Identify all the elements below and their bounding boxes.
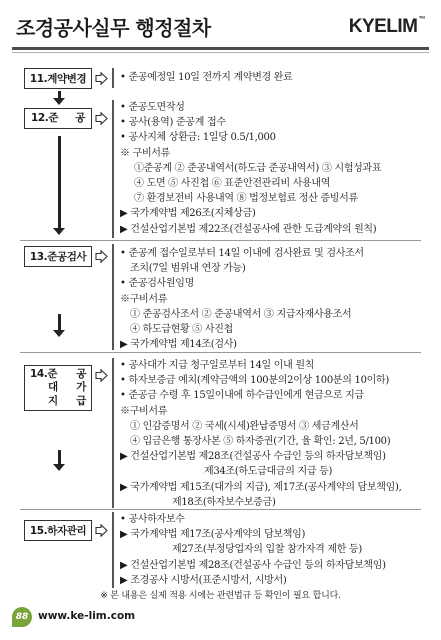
step-12-line: • 준공도면작성 — [120, 102, 185, 113]
step-12-line: • 공사(용역) 준공계 접수 — [120, 117, 226, 129]
disclaimer-note: ※ 본 내용은 실제 적용 시에는 관련법규 등 확인이 필요 합니다. — [100, 591, 341, 601]
step-11-label: 11.계약변경 — [24, 68, 92, 89]
brand-logo-text: KYELIM — [348, 16, 418, 37]
step-14-line: ※구비서류 — [120, 405, 168, 417]
step-14-line: • 하자보증금 예치(계약금액의 100분의2이상 100분의 10이하) — [120, 375, 389, 387]
step-15-line: • 공사하자보수 — [120, 514, 185, 525]
step-13-line: ▶ 국가계약법 제14조(검사) — [120, 339, 237, 351]
arrow-down-icon — [53, 136, 65, 235]
step-14-line: ▶ 건설산업기본법 제28조(건설공사 수급인 등의 하자담보책임) — [120, 451, 386, 463]
step-12-line: ▶ 건설산업기본법 제22조(건설공사에 관한 도급계약의 원칙) — [120, 223, 377, 235]
step-15-line: ▶ 국가계약법 제17조(공사계약의 담보책임) — [120, 529, 306, 541]
title-underline-thin — [12, 52, 429, 53]
arrow-down-icon — [53, 91, 65, 105]
section-divider — [20, 240, 421, 241]
step-14-line: • 공사대가 지급 청구일로부터 14일 이내 원칙 — [120, 360, 315, 371]
step-14-label-part: 공 — [76, 368, 86, 381]
step-14-label-part: 대 — [48, 381, 58, 394]
step-14-line: ▶ 국가계약법 제15조(대가의 지급), 제17조(공사계약의 담보책임), — [120, 481, 402, 493]
step-14-line: ① 인감증명서 ② 국세(시세)완납증명서 ③ 세금계산서 — [130, 420, 359, 432]
step-13-line: ※구비서류 — [120, 293, 168, 305]
step-14-label-part: 급 — [76, 394, 86, 407]
step-14-label-part: 가 — [76, 381, 86, 394]
arrow-down-icon — [53, 314, 65, 337]
step-11-line: • 준공예정일 10일 전까지 계약변경 완료 — [120, 72, 293, 83]
section-divider — [20, 509, 421, 510]
brand-logo — [349, 16, 425, 38]
step-14-label-part: 지 — [48, 394, 58, 407]
step-11-content — [120, 70, 426, 85]
chevron-right-icon — [95, 72, 108, 85]
step-12-label-part: 12.준 — [31, 112, 59, 124]
step-14-label — [24, 365, 92, 411]
step-12-content — [120, 100, 426, 237]
step-13-content — [120, 246, 426, 352]
chevron-right-icon — [95, 369, 108, 382]
step-15-line: 제27조(부정당업자의 입찰 참가자격 제한 등) — [172, 544, 362, 556]
step-13-line: ① 준공검사조서 ② 준공내역서 ③ 지급자재사용조서 — [130, 308, 352, 320]
step-12-line: ⑦ 환경보전비 사용내역 ⑧ 법정보험료 정산 증빙서류 — [134, 193, 358, 205]
step-13-label: 13.준공검사 — [24, 246, 92, 267]
step-separator — [112, 100, 114, 238]
step-12-line: ※ 구비서류 — [120, 147, 171, 159]
step-13-line: • 준공계 접수일로부터 14일 이내에 검사완료 및 검사조서 — [120, 248, 364, 259]
step-12-line: ①준공계 ② 준공내역서(하도급 준공내역서) ③ 시험성과표 — [134, 162, 382, 174]
arrow-down-icon — [53, 450, 65, 471]
step-14-line: ④ 입금은행 통장사본 ⑤ 하자증권(기간, 율 확인: 2년, 5/100) — [130, 436, 391, 448]
page-title: 조경공사실무 행정절차 — [16, 16, 211, 40]
page-number: 88 — [12, 607, 32, 627]
step-15-line: ▶ 조경공사 시방서(표준시방서, 시방서) — [120, 574, 287, 586]
chevron-right-icon — [95, 524, 108, 537]
step-14-line: 제34조(하도급대금의 지급 등) — [204, 466, 333, 478]
step-14-line: • 준공금 수령 후 15일이내에 하수급인에게 현금으로 지급 — [120, 390, 364, 402]
step-12-label-part: 공 — [75, 112, 85, 124]
step-14-line: 제18조(하자보수보증금) — [172, 496, 276, 508]
chevron-right-icon — [95, 112, 108, 125]
step-12-line: • 공사지체 상환금: 1일당 0.5/1,000 — [120, 132, 276, 144]
step-14-content — [120, 358, 426, 510]
step-13-line: ④ 하도급현황 ⑤ 사진첩 — [130, 324, 233, 336]
step-15-label: 15.하자관리 — [24, 520, 92, 541]
step-15-content — [120, 512, 426, 588]
chevron-right-icon — [95, 250, 108, 263]
step-separator — [112, 512, 114, 588]
step-12-line: ▶ 국가계약법 제26조(지체상금) — [120, 208, 256, 220]
step-15-line: ▶ 건설산업기본법 제28조(건설공사 수급인 등의 하자담보책임) — [120, 559, 386, 571]
step-12-line: ④ 도면 ⑤ 사진첩 ⑥ 표준안전관리비 사용내역 — [134, 178, 331, 190]
website-url: www.ke-lim.com — [38, 610, 136, 622]
step-separator — [112, 68, 114, 88]
step-separator — [112, 244, 114, 350]
step-13-line: 조치(7일 범위내 연장 가능) — [130, 263, 246, 275]
step-12-label — [24, 108, 92, 129]
trademark-icon: ™ — [418, 16, 425, 23]
step-separator — [112, 358, 114, 508]
section-divider — [20, 352, 421, 353]
step-14-label-part: 14.준 — [30, 368, 58, 381]
step-13-line: • 준공검사원임명 — [120, 278, 194, 290]
title-underline — [12, 47, 429, 50]
